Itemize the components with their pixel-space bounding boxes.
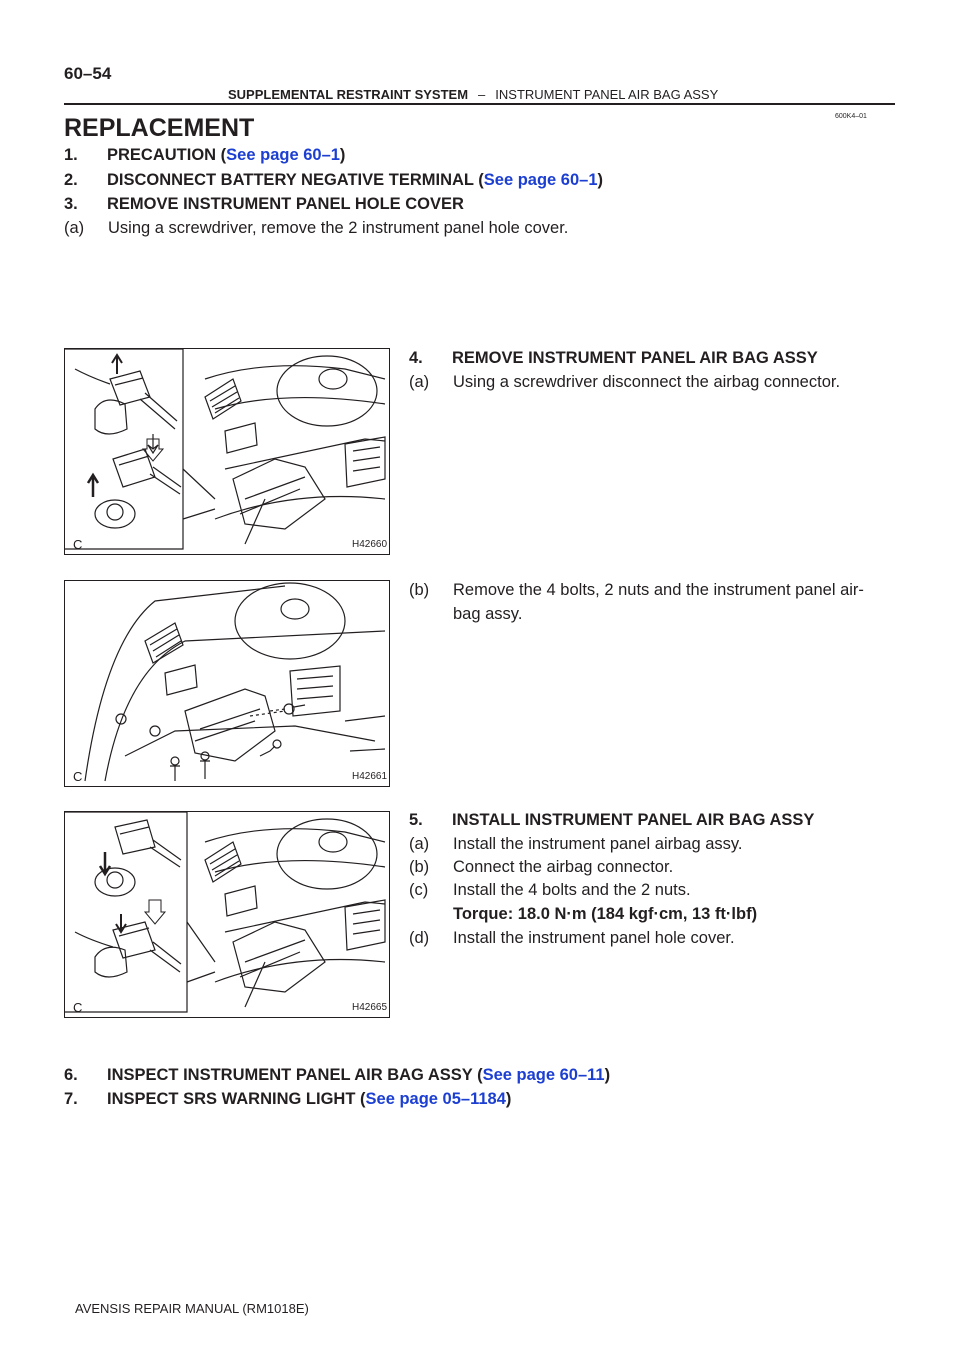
figure-corner-label: C (73, 1000, 83, 1015)
step-4b-cont: bag assy. (453, 605, 523, 623)
step-3a: (a) Using a screwdriver, remove the 2 instrument panel hole cover. (64, 219, 569, 237)
document-code: 600K4–01 (835, 113, 867, 120)
figure-code: H42660 (352, 539, 388, 550)
step-5b: (b) Connect the airbag connector. (409, 858, 674, 876)
figure-code: H42661 (352, 771, 388, 782)
dashboard-illustration-2 (65, 581, 389, 786)
figure-disconnect-connector (64, 348, 390, 555)
link-see-page-60-1-b[interactable]: See page 60–1 (483, 171, 598, 189)
step-4a: (a) Using a screwdriver disconnect the airbag connector. (409, 373, 841, 391)
step-3: 3. REMOVE INSTRUMENT PANEL HOLE COVER (64, 195, 464, 213)
step-1: 1. PRECAUTION (See page 60–1) (64, 146, 346, 164)
step-5d: (d) Install the instrument panel hole cover. (409, 929, 735, 947)
figure-corner-label: C (73, 537, 83, 552)
footer: AVENSIS REPAIR MANUAL (RM1018E) (75, 1301, 309, 1316)
figure-connect-connector (64, 811, 390, 1018)
page-number: 60–54 (64, 64, 112, 83)
header-system: SUPPLEMENTAL RESTRAINT SYSTEM (228, 87, 469, 102)
page-title: REPLACEMENT (64, 114, 255, 142)
step-4: 4. REMOVE INSTRUMENT PANEL AIR BAG ASSY (409, 349, 818, 367)
link-see-page-05-1184[interactable]: See page 05–1184 (365, 1090, 506, 1108)
step-7: 7. INSPECT SRS WARNING LIGHT (See page 05–1184) (64, 1090, 512, 1108)
step-4b: (b) Remove the 4 bolts, 2 nuts and the instrument panel air- (409, 581, 864, 599)
torque-spec: Torque: 18.0 N·m (184 kgf·cm, 13 ft·lbf) (453, 905, 758, 923)
running-header (228, 87, 718, 102)
link-see-page-60-11[interactable]: See page 60–11 (482, 1066, 605, 1084)
header-section: INSTRUMENT PANEL AIR BAG ASSY (495, 87, 719, 102)
step-6: 6. INSPECT INSTRUMENT PANEL AIR BAG ASSY (See page 60–11) (64, 1066, 611, 1084)
step-5a: (a) Install the instrument panel airbag assy. (409, 835, 743, 853)
figure-code: H42665 (352, 1002, 388, 1013)
step-5: 5. INSTALL INSTRUMENT PANEL AIR BAG ASSY (409, 811, 815, 829)
step-5c: (c) Install the 4 bolts and the 2 nuts. (409, 881, 691, 899)
step-2: 2. DISCONNECT BATTERY NEGATIVE TERMINAL (See page 60–1) (64, 171, 604, 189)
dashboard-illustration-3 (65, 812, 389, 1017)
dashboard-illustration-1 (65, 349, 389, 554)
link-see-page-60-1[interactable]: See page 60–1 (226, 146, 340, 164)
header-separator: – (478, 87, 486, 102)
figure-remove-bolts (64, 580, 390, 787)
figure-corner-label: C (73, 769, 83, 784)
header-rule (64, 103, 895, 105)
